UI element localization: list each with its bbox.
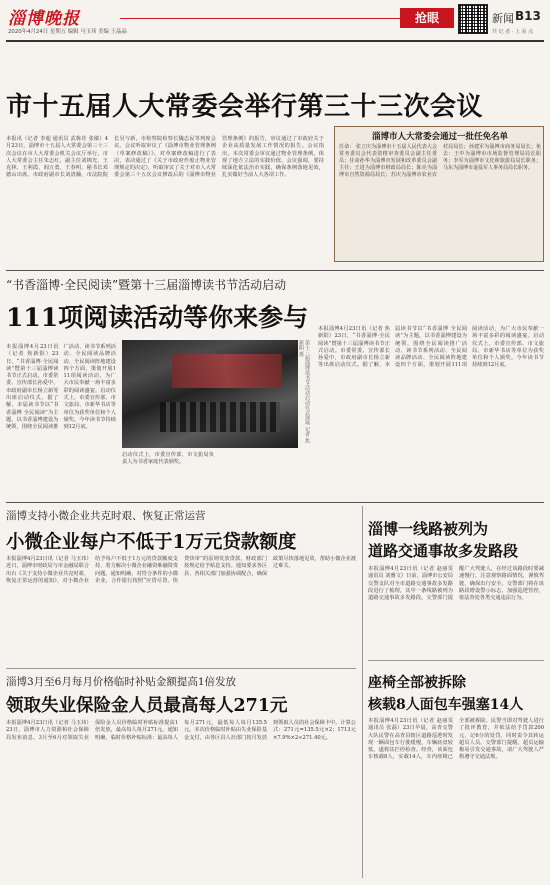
- body-standing-committee: 本报讯（记者 李超 通讯员 武栋佳 张敏）4月23日，淄博市十五届人大常委会第三十三次会议在市人大常委会机关会议厅举行。市人大常委会主任朱志红，副主任刘锦光、王克林、王利霞、阎万勇、王春明，秘书长邓德山出席。市政府副市长刘清瀚，市法院院长吴与新，市检察院检察长魏志民等列席会议。会议听取审议了《淄博市物业管理条例（草案修改稿）》，对草案修改稿进行了表决，表决通过了《关于市政府作废止物业管理规定的决定》，听取审议了关于对市人大常委会第三十五次会议修改后的《淄博市物业管理条例》的报告，审议通过了市政府关于企业高质量发展工作情况的报告。会议指出，本次常委会审议通过物业管理条例，体现了地方立法的实践价值。会议强调，要持续深化依法治市实践，确保条例落地见效，扎实做好当前人大各项工作。: [6, 136, 324, 179]
- body-minibus: 本报淄博4月23日讯（记者 赵丽雯 通讯员 张磊）23日早晨，高青交警大队民警在高青县辖区道路巡逻时发现一辆面包车行驶缓慢，车辆底盘较低，遂将其拦停检查。经查，该面包车核载8人，实载14人，车内座椅已全部被拆除。民警当即对驾驶人进行了批评教育，并依法给予罚款200元，记6分的处罚，同时责令其转运超员人员。交警部门提醒，超员运输极易引发交通事故，请广大驾驶人严格遵守交通法规。: [368, 718, 544, 761]
- divider-2: [6, 502, 544, 503]
- body-unemployment: 本报淄博4月23日讯（记者 马玉玮）23日，淄博市人力资源和社会保障局发布消息，3月至6月对领取失业保险金人员价格临时补贴标准提高1倍发放，最高每人每月271元。通知明确，临时价格补贴标准：最高每人每月271元，最低每人每月135.5元。本次价格临时补贴由失业保险基金支付，由各区县人社部门按月发放到领取人员的社会保障卡中。计算公式：271元=135.5元×2；1713元×7.9%×2≈271.40元。: [6, 720, 357, 741]
- headline-minibus-1: 座椅全部被拆除: [368, 675, 466, 691]
- headline-reading-festival: 111项阅读活动等你来参与: [6, 303, 309, 332]
- article-small-business: [6, 506, 356, 666]
- divider-3: [6, 668, 356, 669]
- header-rule: [120, 18, 400, 19]
- article-unemployment: [6, 672, 356, 880]
- photo-reading-festival: [122, 340, 298, 448]
- masthead-rule: [6, 40, 544, 42]
- kicker-unemployment: 淄博3月至6月每月价格临时补贴金额提高1倍发放: [6, 676, 237, 688]
- headline-small-business: 小微企业每户不低于1万元贷款额度: [6, 532, 297, 553]
- article-accident-road: [368, 506, 544, 656]
- column-divider: [362, 506, 363, 878]
- newspaper-logo: 淄博晚报: [8, 9, 80, 29]
- headline-accident-1: 淄博一线路被列为: [368, 520, 489, 538]
- section-name: 新闻: [492, 12, 514, 25]
- masthead: [0, 0, 550, 42]
- qr-code: [458, 4, 488, 34]
- sidebar-title: 淄博市人大常委会通过一批任免名单: [371, 132, 508, 142]
- slogan: 共 记 者 · 上 看 点: [492, 29, 534, 35]
- divider-1: [6, 270, 544, 271]
- sidebar-appointments: [334, 126, 544, 262]
- sidebar-body: 任命： 张立庆为淄博市十五届人民代表大会常务委员会代表资格审查委员会副主任委员；任命孙华为淄博市发展和改革委员会副主任；王进为淄博市财政局局长；陈亮为淄博市自然资源局局长；苏庆为淄博市农业农村局局长；孙建军为淄博市商务局局长；免去：王中为淄博市市场监督管理局局长职务；李军为淄博市文化和旅游局局长职务；马东为淄博市退役军人事务局局长职务。: [339, 144, 541, 178]
- date-line: 2020年4月24日 星期五 编辑 马玉玮 美编 王晶晶: [8, 29, 127, 35]
- page-number: B13: [515, 9, 541, 23]
- divider-4: [368, 660, 544, 661]
- body-reading-festival-left: 本报淄博4月23日讯（记者 焦新阳）23日，“书香淄博·全民阅读”暨第十三届淄博读书节正式启动。市委常委、宣传部长孙爱中，市政府副市长杨立新等出席启动仪式。据了解，本届读书节以“书香淄博 全民阅读”为主题，以书香淄博建设为统领，围绕全民阅读推广活动、读书节系列活动、全民阅读品牌活动、全民阅读阵地建设四个方面，策划开展111项阅读活动，为广大市民奉献一场丰富多彩的阅读盛宴。启动仪式上，市委宣传部、市文旅局、市新华书店等单位为获奖单位和个人颁奖。今年读书节持续到12月底。: [6, 344, 116, 431]
- headline-standing-committee: 市十五届人大常委会举行第三十三次会议: [6, 92, 484, 122]
- article-reading-festival: [6, 274, 544, 499]
- section-tag: 抢眼: [400, 8, 454, 28]
- body-reading-festival-right: 本报淄博4月23日讯（记者 焦新阳）23日，“书香淄博·全民阅读”暨第十三届淄博读书节正式启动。市委常委、宣传部长孙爱中，市政府副市长杨立新等出席启动仪式。据了解，本届读书节以“书香淄博 全民阅读”为主题，以书香淄博建设为统领，围绕全民阅读推广活动、读书节系列活动、全民阅读品牌活动、全民阅读阵地建设四个方面，策划开展111项阅读活动，为广大市民奉献一场丰富多彩的阅读盛宴。启动仪式上，市委宣传部、市文旅局、市新华书店等单位为获奖单位和个人颁奖。今年读书节持续到12月底。: [318, 326, 544, 369]
- photo-caption-vertical: 第十三届淄博读书节活动启动仪式现场 记者 焦新阳 摄: [298, 340, 310, 444]
- body-accident: 本报淄博4月23日讯（记者 赵丽雯 通讯员 刘雅文）日前，淄博市公安局交警支队对全市道路交通事故多发路段进行了梳理，其中一条线路被列为道路交通事故多发路段。交警部门提醒广大驾驶人，在经过该路段时要减速慢行，注意观察路面情况，谨慎驾驶，确保出行安全。交警部门将在该路段增设警示标志，加强巡逻管控，依法查处各类交通违法行为。: [368, 566, 544, 602]
- kicker-small-business: 淄博支持小微企业共克时艰、恢复正常运营: [6, 510, 206, 522]
- sub-caption: 启动仪式上，市委宣传部、市文旅局负责人为书香家庭代表颁奖。: [122, 452, 214, 466]
- body-small-business: 本报淄博4月23日讯（记者 马玉玮）近日，淄博市财政局与市金融局联合出台《关于支持小微企业共克时艰、恢复正常运营的通知》，对小微企业给予每户不低于1万元的贷款额度支持，着力解决小微企业融资难融资贵问题。通知明确，对符合条件的小微企业，合作银行按照“应贷尽贷、快贷快审”的原则发放贷款，财政部门按规定给予贴息支持。通知要求各区县、各相关部门加强协调配合，确保政策尽快落地见效，帮助小微企业渡过难关。: [6, 556, 357, 584]
- article-standing-committee: [6, 86, 544, 266]
- stage-screen: [172, 354, 282, 388]
- headline-unemployment: 领取失业保险金人员最高每人271元: [6, 696, 288, 716]
- kicker-reading-festival: “书香淄博·全民阅读”暨第十三届淄博读书节活动启动: [6, 278, 287, 292]
- article-minibus: [368, 664, 544, 880]
- headline-minibus-2: 核载8人面包车强塞14人: [368, 697, 524, 713]
- stage-people: [160, 402, 280, 432]
- headline-accident-2: 道路交通事故多发路段: [368, 542, 519, 560]
